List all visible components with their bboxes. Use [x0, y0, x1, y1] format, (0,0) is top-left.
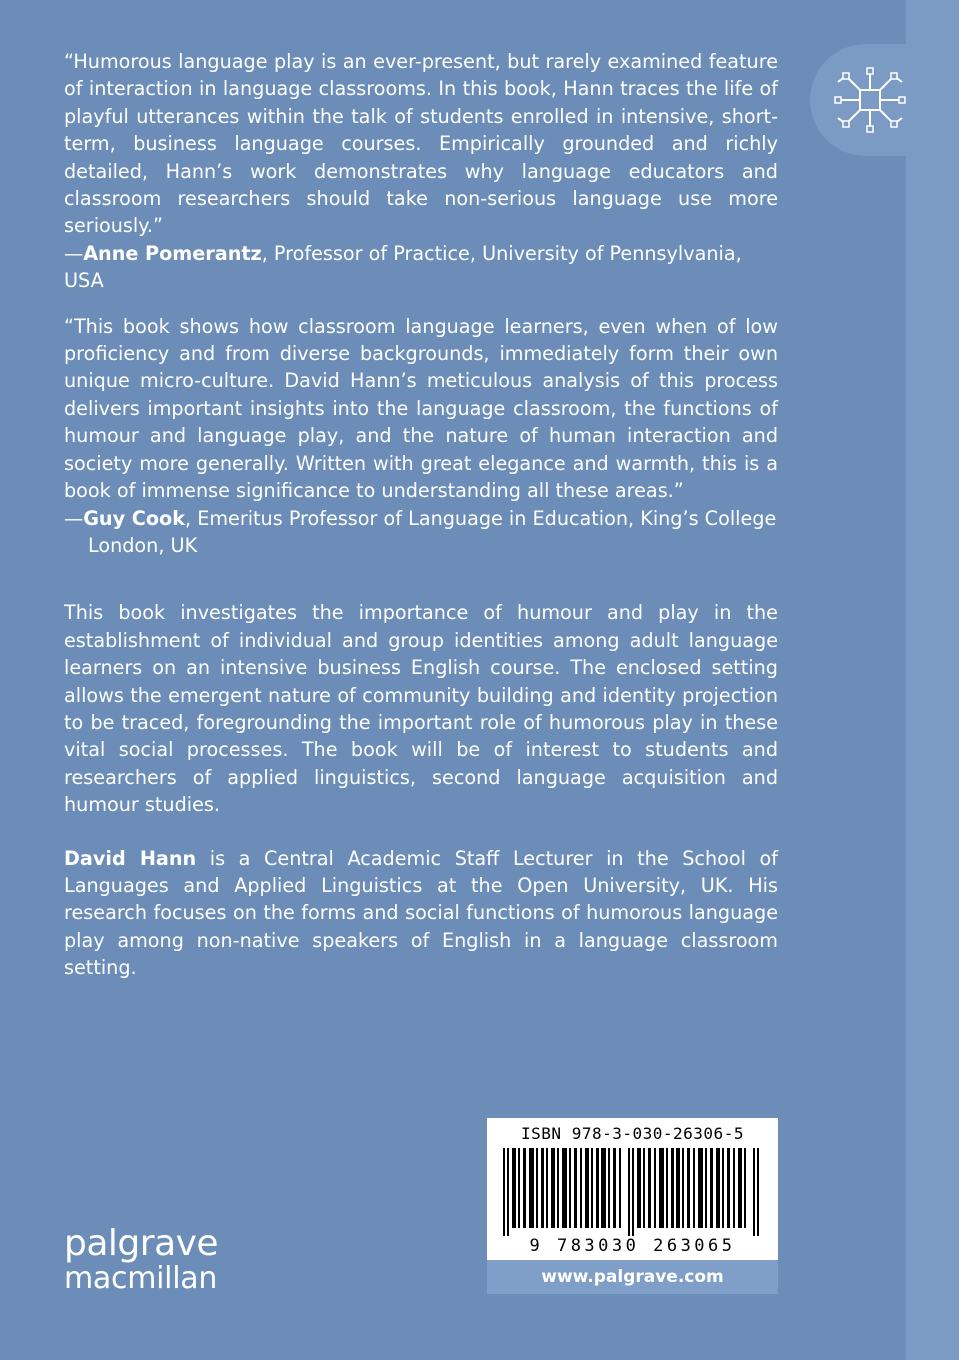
- barcode: [487, 1118, 778, 1260]
- quote-1-text: “Humorous language play is an ever-present, but rarely examined feature of interaction in language classrooms. In this book, Hann traces the life of playful utterances within the talk of students enrolled in intensive, short-term, business language courses. Empirically grounded and richly detailed, Hann’s work demonstrates why language educators and classroom researchers should take non-serious language use more seriously.”: [64, 50, 778, 238]
- logo-tab: [810, 44, 930, 156]
- publisher-line-2: macmillan: [64, 1261, 218, 1296]
- spine-strip: [906, 0, 959, 1360]
- barcode-digits: 9 783030 263065: [487, 1236, 778, 1256]
- publisher-logo: [64, 1223, 219, 1296]
- author-bio: [64, 845, 778, 982]
- quote-1-affiliation: , Professor of Practice, University of Pennsylvania, USA: [64, 241, 742, 293]
- author-bio-name: David Hann: [64, 846, 197, 870]
- quote-2-author: Guy Cook: [83, 506, 185, 530]
- back-cover-text: [64, 48, 778, 982]
- quote-2-affiliation: , Emeritus Professor of Language in Education, King’s College London, UK: [88, 506, 777, 557]
- palgrave-network-icon: [832, 64, 908, 136]
- barcode-bars: [503, 1148, 762, 1238]
- publisher-url[interactable]: www.palgrave.com: [487, 1260, 778, 1294]
- quote-2-text: “This book shows how classroom language learners, even when of low proficiency and from diverse backgrounds, immediately form their own unique micro-culture. David Hann’s meticulous analysis of this process delivers important insights into the language classroom, the functions of humour and language play, and the nature of human interaction and society more generally. Written with great elegance and warmth, this is a book of immense significance to understanding all these areas.”: [64, 314, 778, 503]
- book-description: This book investigates the importance of humour and play in the establishment of individual and group identities among adult language learners on an intensive business English course. The enclosed setting allows the emergent nature of community building and identity projection to be traced, foregrounding the important role of humorous play in these vital social processes. The book will be of interest to students and researchers of applied linguistics, second language acquisition and humour studies.: [64, 601, 778, 817]
- quote-1-attribution: —Anne Pomerantz, Professor of Practice, University of Pennsylvania, USA: [64, 241, 742, 293]
- quote-1-author: Anne Pomerantz: [83, 241, 262, 265]
- quote-2-attribution: —Guy Cook, Emeritus Professor of Language in Education, King’s College London, UK: [64, 506, 777, 557]
- author-bio-text: is a Central Academic Staff Lecturer in the School of Languages and Applied Linguistics at the Open University, UK. His research focuses on the forms and social functions of humorous language play among non-native speakers of English in a language classroom setting.: [64, 846, 778, 980]
- isbn-label: ISBN 978-3-030-26306-5: [521, 1124, 744, 1143]
- publisher-line-1: palgrave: [64, 1223, 219, 1264]
